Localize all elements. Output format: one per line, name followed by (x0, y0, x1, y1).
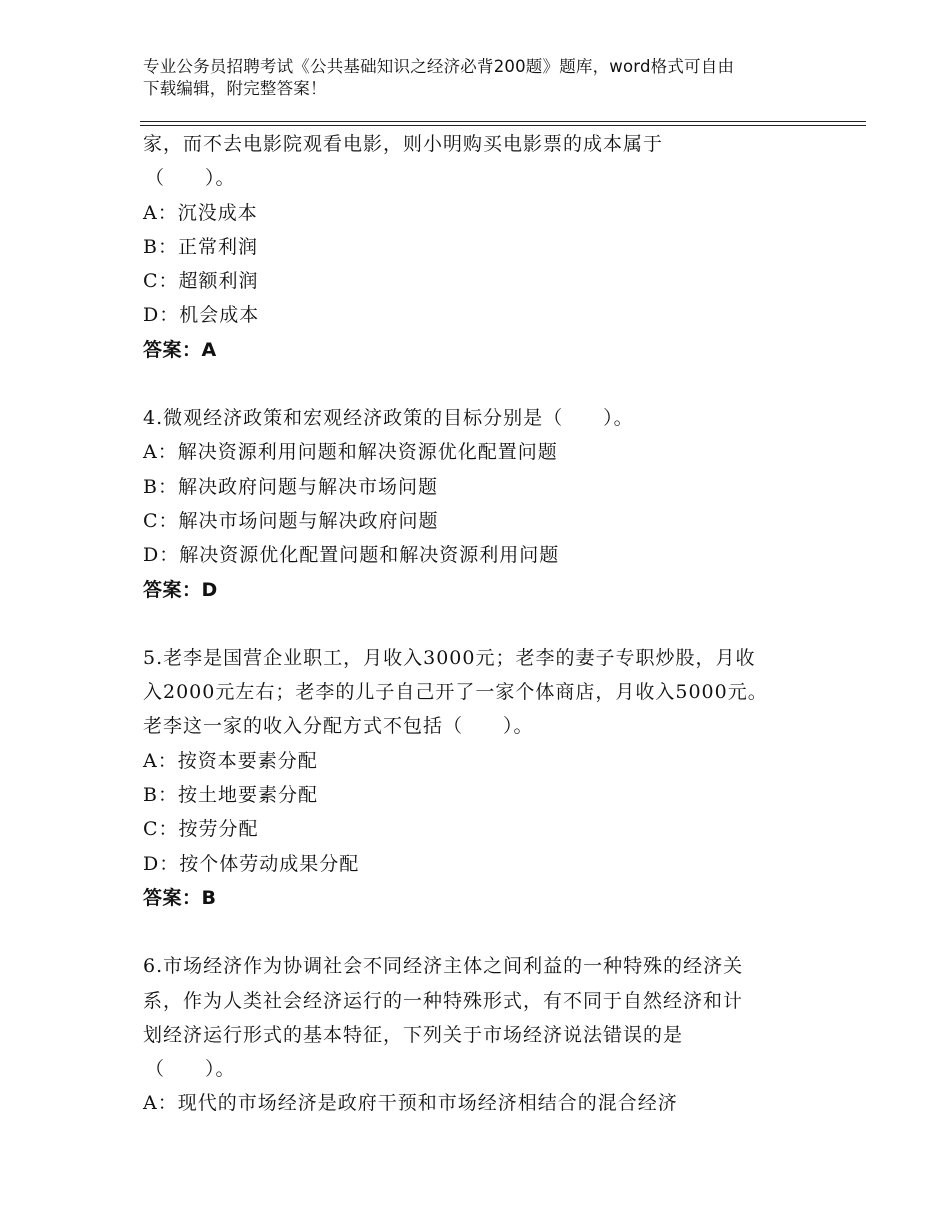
option-c: C：按劳分配 (143, 818, 259, 841)
question-stem: （ ）。 (145, 1058, 236, 1081)
question-stem: 4.微观经济政策和宏观经济政策的目标分别是（ ）。 (143, 407, 634, 430)
question-5 (143, 641, 823, 915)
option-d: D：机会成本 (143, 304, 260, 327)
header-rule-bottom (140, 125, 866, 126)
question-stem: 老李这一家的收入分配方式不包括（ ）。 (143, 715, 534, 738)
option-a: A：现代的市场经济是政府干预和市场经济相结合的混合经济 (143, 1092, 678, 1115)
option-b: B：解决政府问题与解决市场问题 (143, 475, 438, 498)
option-c: C：解决市场问题与解决政府问题 (143, 509, 439, 532)
option-d: D：解决资源优化配置问题和解决资源利用问题 (143, 544, 560, 567)
header-line-1: 专业公务员招聘考试《公共基础知识之经济必背200题》题库，word格式可自由 (143, 57, 735, 76)
option-b: B：正常利润 (143, 235, 258, 258)
header-line-2: 下载编辑，附完整答案！ (143, 79, 327, 98)
answer: 答案：A (143, 338, 217, 361)
question-stem: （ ）。 (145, 167, 236, 190)
question-stem: 5.老李是国营企业职工，月收入3000元；老李的妻子专职炒股，月收 (143, 646, 756, 669)
option-a: A：按资本要素分配 (143, 749, 318, 772)
question-stem: 系，作为人类社会经济运行的一种特殊形式，有不同于自然经济和计 (143, 989, 744, 1012)
spacer (143, 915, 823, 949)
header-rule-top (140, 121, 866, 122)
question-stem: 家，而不去电影院观看电影，则小明购买电影票的成本属于 (143, 133, 664, 155)
question-list (143, 127, 823, 1121)
answer: 答案：B (143, 886, 217, 909)
answer: 答案：D (143, 578, 218, 601)
spacer (143, 607, 823, 641)
option-b: B：按土地要素分配 (143, 784, 318, 807)
option-d: D：按个体劳动成果分配 (143, 852, 360, 875)
option-a: A：解决资源利用问题和解决资源优化配置问题 (143, 441, 558, 464)
question-6 (143, 949, 823, 1120)
question-stem: 入2000元左右；老李的儿子自己开了一家个体商店，月收入5000元。 (143, 681, 768, 704)
spacer (143, 367, 823, 401)
option-c: C：超额利润 (143, 270, 259, 293)
question-4 (143, 401, 823, 607)
question-stem: 划经济运行形式的基本特征，下列关于市场经济说法错误的是 (143, 1023, 684, 1046)
document-header (143, 56, 823, 100)
option-a: A：沉没成本 (143, 201, 258, 224)
question-3 (143, 127, 823, 367)
question-stem: 6.市场经济作为协调社会不同经济主体之间利益的一种特殊的经济关 (143, 955, 744, 978)
